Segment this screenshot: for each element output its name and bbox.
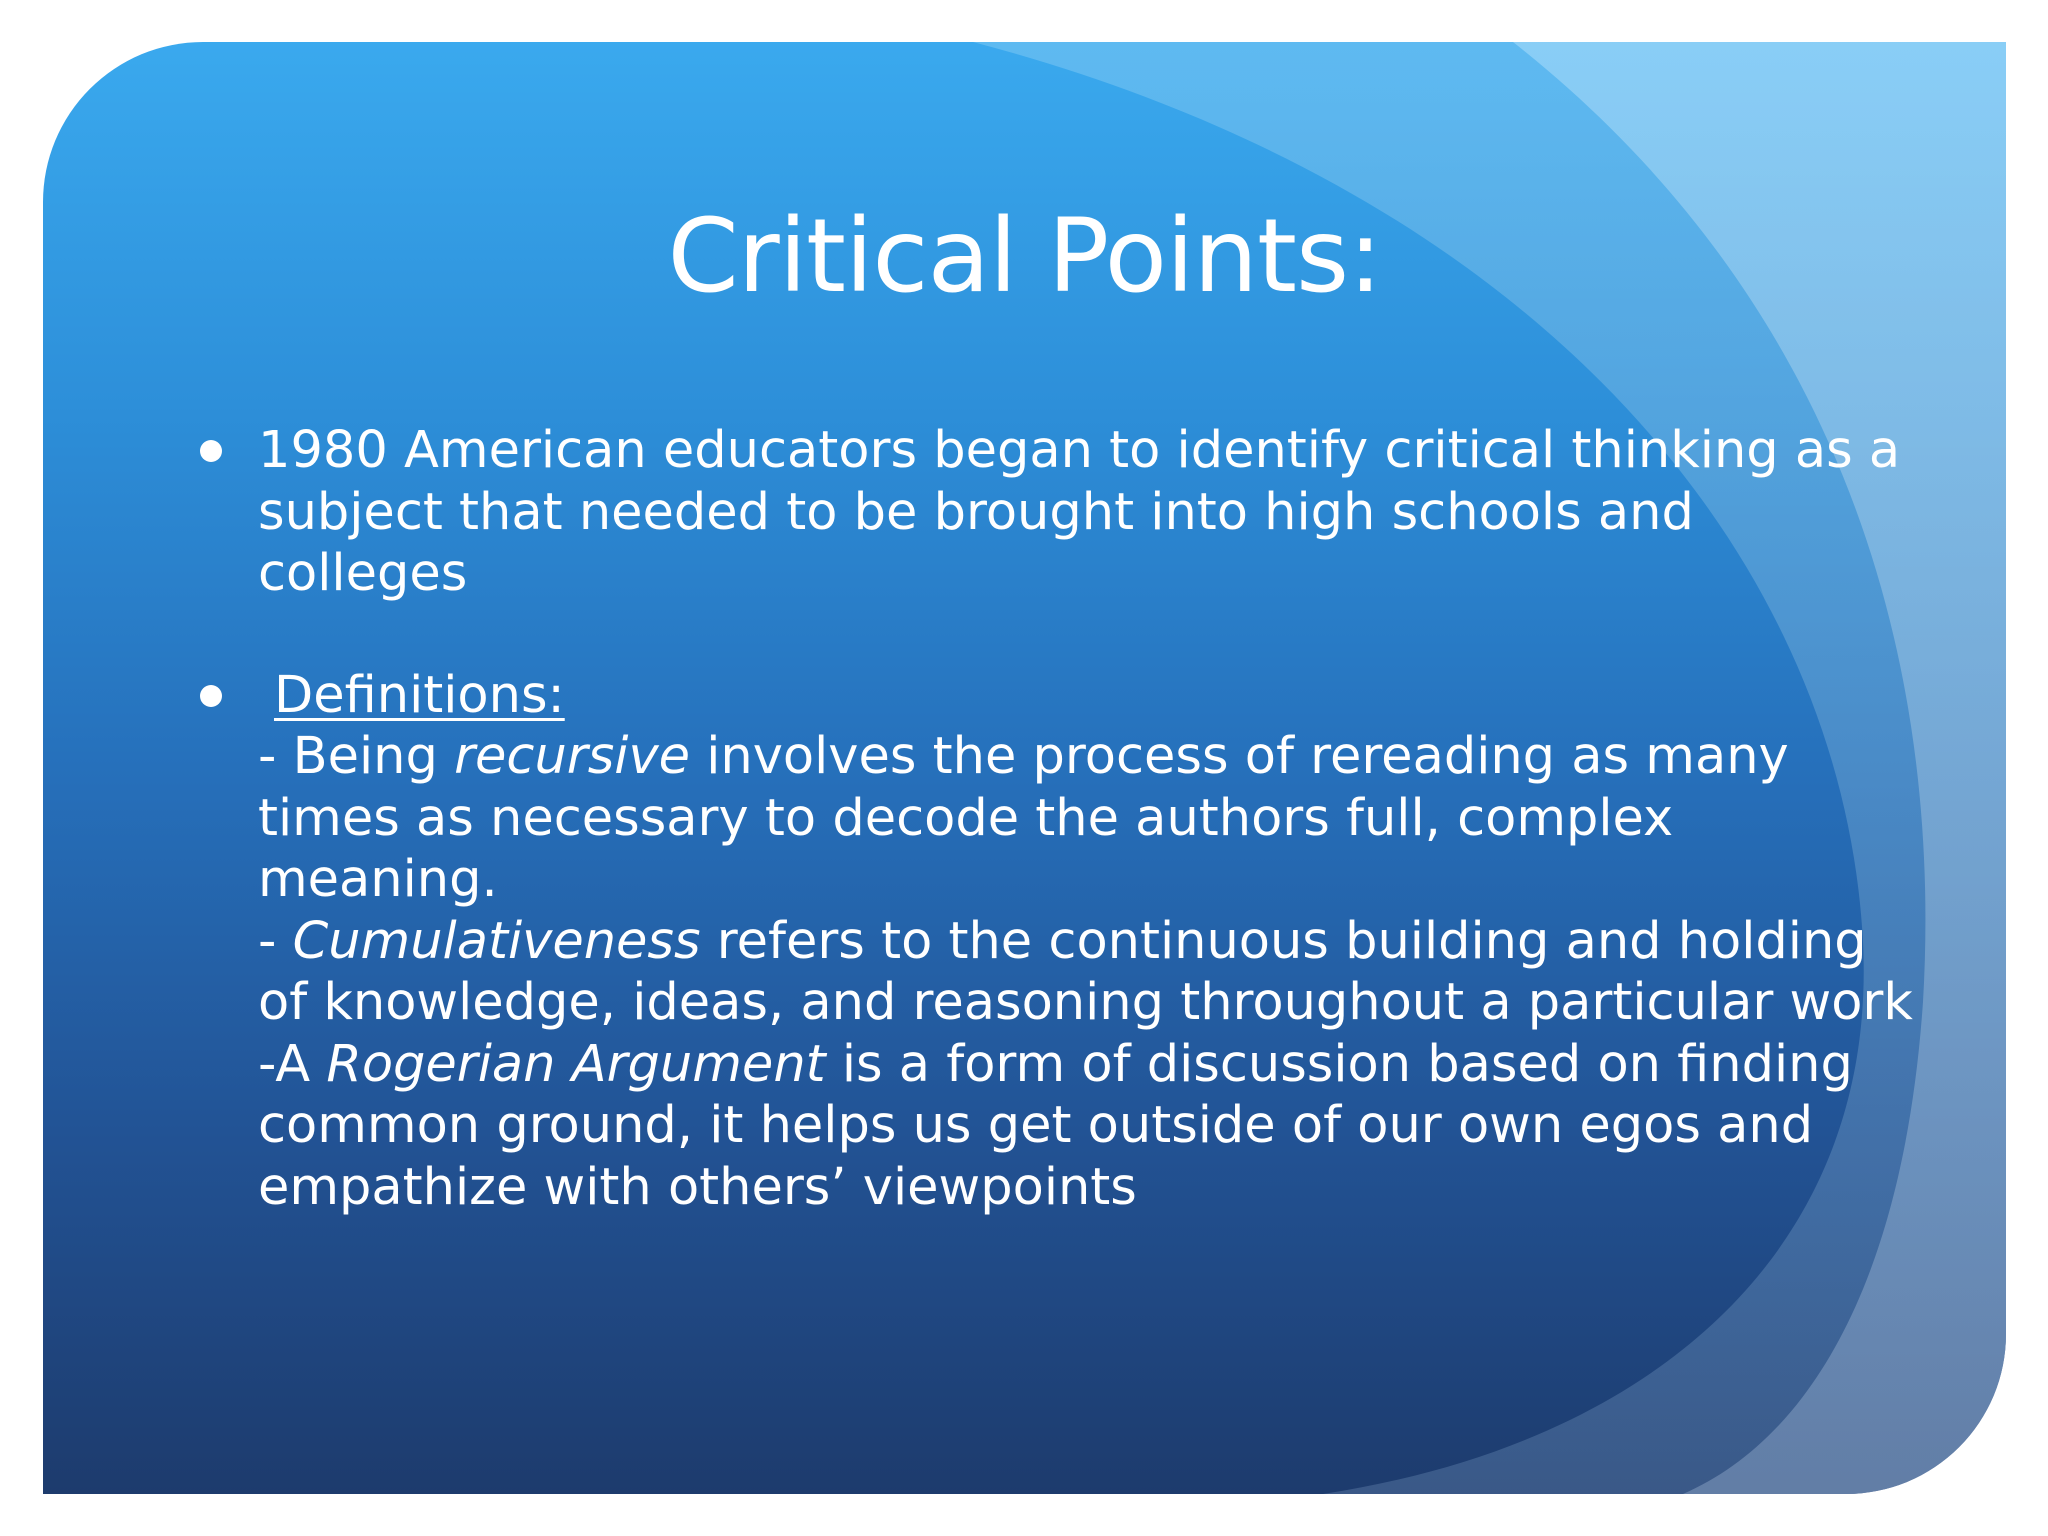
slide-body [193,420,1913,1218]
slide-title: Critical Points: [667,197,1382,316]
term-cumulativeness: Cumulativeness [292,911,701,971]
bullet-item-definitions [193,665,1913,1219]
bullet-dot-icon [200,685,222,707]
bullet-text: 1980 American educators began to identify critical thinking as a subject that needed to be brought into high schools and colleges [258,421,1901,603]
definition-recursive: - Being recursive involves the process of rereading as many times as necessary to decode the authors full, complex meaning. [258,727,1789,909]
term-rogerian-argument: Rogerian Argument [326,1034,826,1094]
definitions-heading: Definitions: [274,665,565,725]
slide [43,42,2006,1494]
definition-cumulativeness: - Cumulativeness refers to the continuous building and holding of knowledge, ideas, and reasoning throughout a particular work [258,911,1913,1032]
bullet-item-history [193,420,1913,605]
bullet-dot-icon [200,440,222,462]
term-recursive: recursive [454,727,691,786]
definition-rogerian-argument: -A Rogerian Argument is a form of discussion based on finding common ground, it helps us get outside of our own egos and empathize with others’ viewpoints [258,1034,1853,1217]
